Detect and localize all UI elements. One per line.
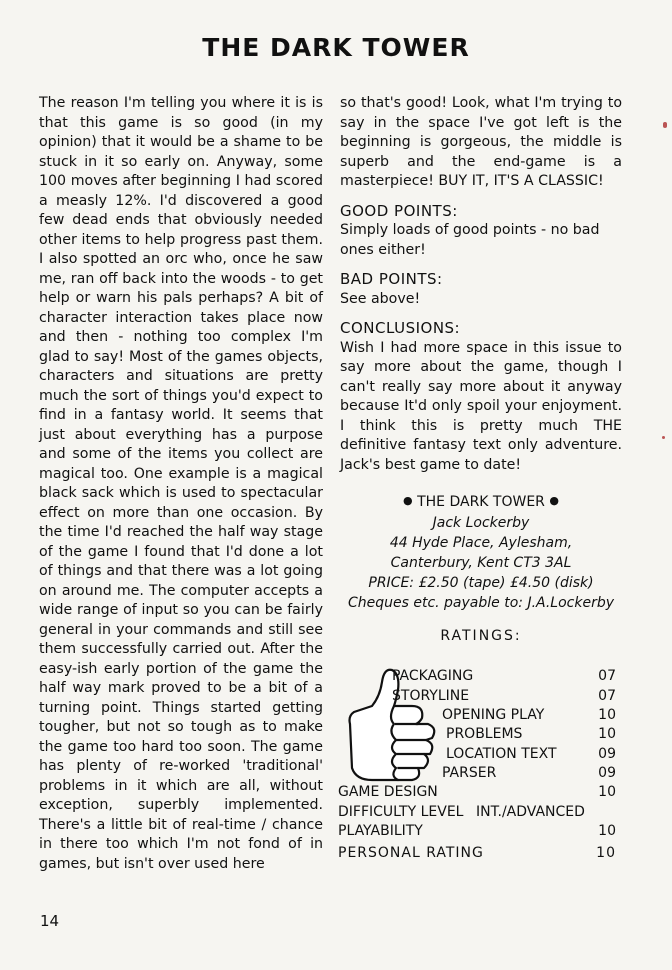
rating-value: 09 [598,746,616,762]
conclusions-text: Wish I had more space in this issue to say more about the game, though I can't really say more about it anyway because It'd only spoil your enjoyment. I think this is pretty much THE definitive fantasy text only adventure. Jack's best game to date! [340,339,622,473]
bullet-icon: ● [549,494,559,507]
intro-paragraph: so that's good! Look, what I'm trying to say in the space I've got left is the beginning is gorgeous, the middle is superb and the end-game is a masterpiece! BUY IT, IT'S A CLASSIC! [340,95,622,189]
right-column [340,94,622,886]
address-line-2: Canterbury, Kent CT3 3AL [390,554,572,571]
rating-row [392,686,616,706]
rating-label: GAME DESIGN [338,784,438,800]
rating-value: 07 [598,688,616,704]
rating-value: 10 [598,726,616,742]
game-name: THE DARK TOWER [417,494,545,510]
author: Jack Lockerby [432,514,530,531]
rating-row [446,744,616,764]
game-name-line [340,491,622,513]
rating-label: PERSONAL RATING [338,845,484,861]
rating-label: OPENING PLAY [442,707,545,723]
address-line-1: 44 Hyde Place, Aylesham, [389,534,573,551]
rating-label: PARSER [442,765,497,781]
rating-value: INT./ADVANCED [476,804,585,820]
rating-row [442,763,616,783]
rating-label: PACKAGING [392,668,474,684]
bullet-icon: ● [403,494,413,507]
ratings-heading: RATINGS: [440,627,522,644]
rating-value: 10 [598,823,616,839]
good-points-text: Simply loads of good points - no bad ones either! [340,222,600,258]
rating-label: PLAYABILITY [338,823,423,839]
rating-value: 10 [598,707,616,723]
body-paragraph: The reason I'm telling you where it is is that this game is so good (in my opinion) that it would be a shame to be stuck in it so early on. Anyway, some 100 moves after beginning I had scored a measly 12%. I'd discovered a good few dead ends that obviously needed other items to help progress past them. I also spotted an orc who, once he saw me, ran off back into the woods - to get help or warn his pals perhaps? A bit of character interaction takes place now and then - nothing too complex I'm glad to say! Most of the games objects, characters and situations are pretty much the sort of things you'd expect to find in a fantasy world. It seems that just about everything has a purpose and some of the items you collect are magical too. One example is a magical black sack which is used to spectacular effect on more than one occasion. By the time I'd reached the half way stage of the game I found that I'd done a lot of things and that there was a lot going on around me. The computer accepts a wide range of input so you can be fairly general in your commands and still see them successfully carried out. After the easy-ish early portion of the game the half way mark proved to be a bit of a turning point. Things started getting tougher, but not so tough as to make the game too hard too soon. The game has plenty of re-worked 'traditional' problems in it which are all, without exception, superbly implemented. There's a little bit of real-time / chance in there too which I'm not fond of in games, but isn't over used here [39,95,323,872]
rating-row [338,821,616,841]
rating-value: 10 [596,845,616,861]
rating-row [338,843,616,863]
bad-points-text: See above! [340,290,421,307]
rating-row [392,666,616,686]
print-speck [662,436,665,439]
conclusions-heading: CONCLUSIONS: [340,319,461,337]
rating-value: 07 [598,668,616,684]
rating-label: DIFFICULTY LEVEL [338,804,464,820]
rating-label: LOCATION TEXT [446,746,557,762]
print-speck [663,122,667,128]
rating-row [338,802,616,822]
ratings-table [340,666,622,886]
page-title: THE DARK TOWER [202,33,470,62]
price: PRICE: £2.50 (tape) £4.50 (disk) [368,574,594,591]
good-points-heading: GOOD POINTS: [340,201,458,220]
rating-value: 10 [598,784,616,800]
rating-value: 09 [598,765,616,781]
game-info [340,491,622,613]
rating-row [442,705,616,725]
left-column [39,94,323,874]
rating-row [446,724,616,744]
bad-points-heading: BAD POINTS: [340,270,443,288]
rating-label: PROBLEMS [446,726,523,742]
rating-label: STORYLINE [392,688,470,704]
page-number: 14 [40,912,60,930]
cheques-payable: Cheques etc. payable to: J.A.Lockerby [347,594,615,611]
rating-row [338,782,616,802]
